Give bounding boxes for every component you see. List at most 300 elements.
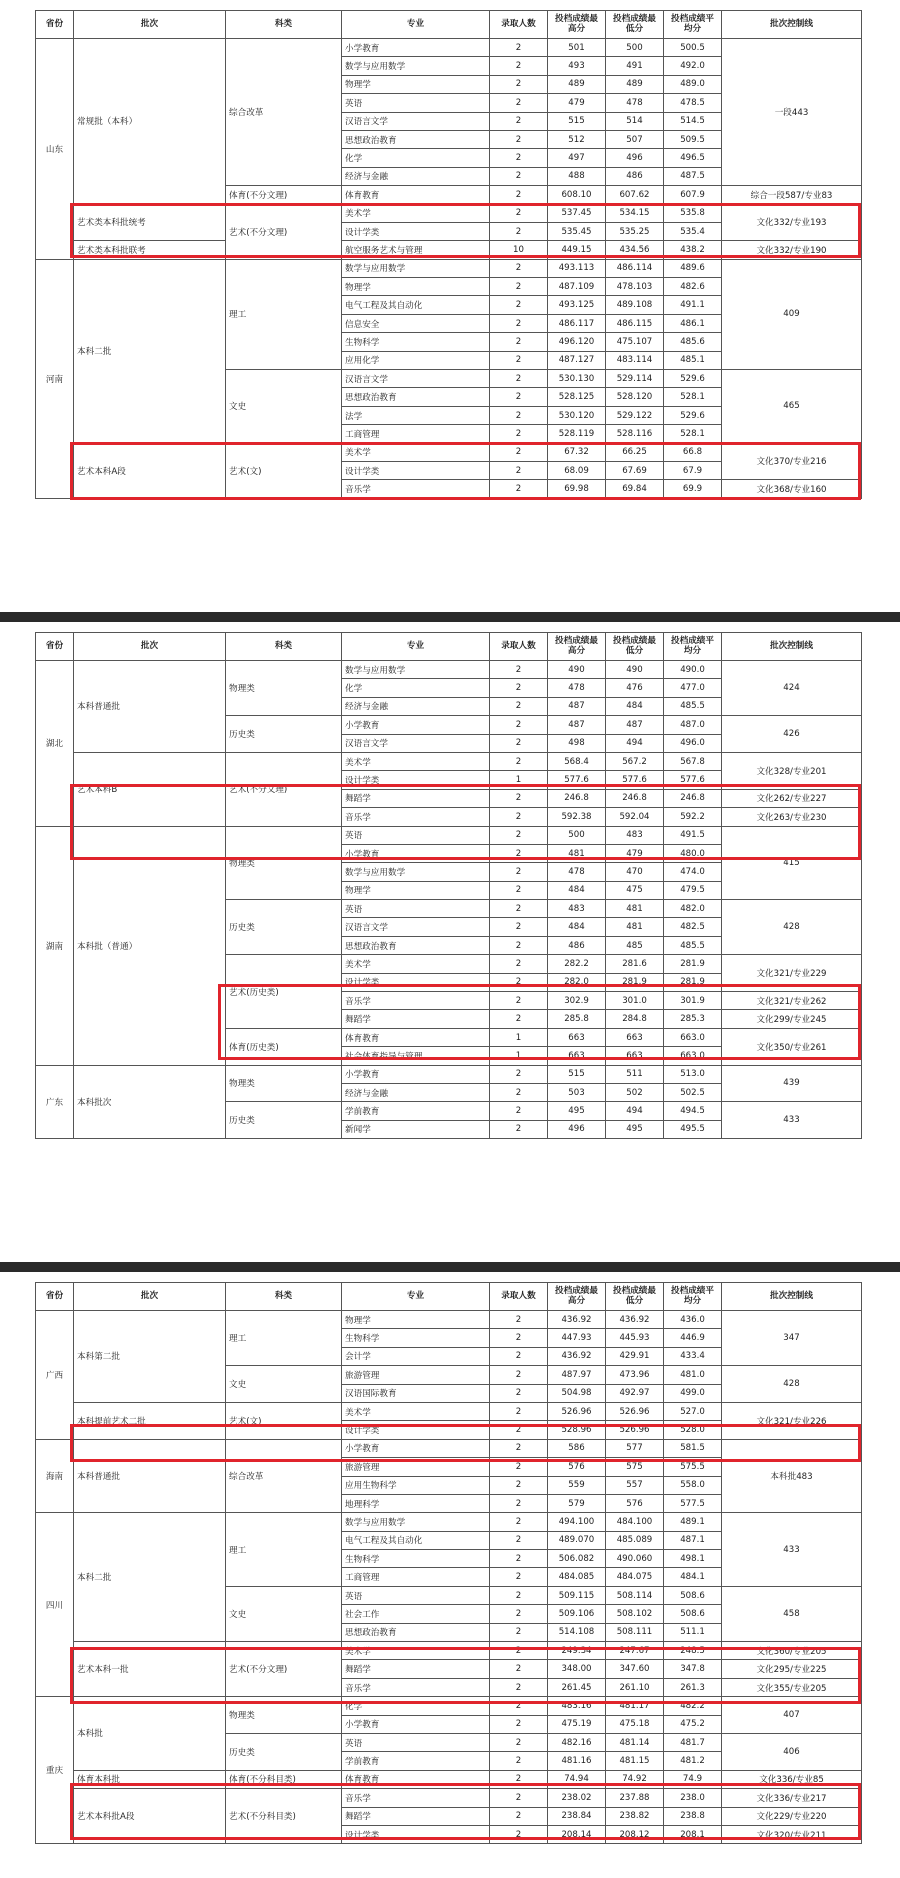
avg-score-cell: 558.0 bbox=[664, 1476, 722, 1494]
major-cell: 思想政治教育 bbox=[342, 130, 490, 148]
count-cell: 2 bbox=[490, 679, 548, 697]
column-header: 录取人数 bbox=[490, 633, 548, 661]
max-score-cell: 487 bbox=[548, 697, 606, 715]
max-score-cell: 484.085 bbox=[548, 1568, 606, 1586]
batch-cell: 艺术类本科批统考 bbox=[74, 204, 226, 241]
count-cell: 2 bbox=[490, 936, 548, 954]
category-cell: 艺术(历史类) bbox=[226, 955, 342, 1029]
min-score-cell: 508.114 bbox=[606, 1586, 664, 1604]
major-cell: 物理学 bbox=[342, 1311, 490, 1329]
min-score-cell: 526.96 bbox=[606, 1421, 664, 1439]
control-line-cell: 428 bbox=[722, 900, 862, 955]
count-cell: 2 bbox=[490, 351, 548, 369]
category-cell: 艺术(不分文理) bbox=[226, 204, 342, 259]
province-cell: 四川 bbox=[36, 1513, 74, 1697]
avg-score-cell: 495.5 bbox=[664, 1120, 722, 1138]
table-row bbox=[36, 1770, 862, 1788]
control-line-cell: 458 bbox=[722, 1586, 862, 1641]
table-row bbox=[36, 204, 862, 222]
major-cell: 工商管理 bbox=[342, 425, 490, 443]
category-cell: 物理类 bbox=[226, 1065, 342, 1102]
count-cell: 2 bbox=[490, 863, 548, 881]
min-score-cell: 508.111 bbox=[606, 1623, 664, 1641]
min-score-cell: 301.0 bbox=[606, 992, 664, 1010]
max-score-cell: 282.0 bbox=[548, 973, 606, 991]
avg-score-cell: 477.0 bbox=[664, 679, 722, 697]
avg-score-cell: 487.5 bbox=[664, 167, 722, 185]
avg-score-cell: 489.0 bbox=[664, 75, 722, 93]
max-score-cell: 436.92 bbox=[548, 1347, 606, 1365]
min-score-cell: 489 bbox=[606, 75, 664, 93]
avg-score-cell: 499.0 bbox=[664, 1384, 722, 1402]
avg-score-cell: 248.5 bbox=[664, 1642, 722, 1660]
count-cell: 2 bbox=[490, 480, 548, 498]
max-score-cell: 486 bbox=[548, 936, 606, 954]
max-score-cell: 537.45 bbox=[548, 204, 606, 222]
control-line-cell: 424 bbox=[722, 661, 862, 716]
avg-score-cell: 489.1 bbox=[664, 1513, 722, 1531]
avg-score-cell: 509.5 bbox=[664, 130, 722, 148]
avg-score-cell: 492.0 bbox=[664, 57, 722, 75]
count-cell: 2 bbox=[490, 881, 548, 899]
min-score-cell: 486.114 bbox=[606, 259, 664, 277]
min-score-cell: 281.6 bbox=[606, 955, 664, 973]
count-cell: 2 bbox=[490, 333, 548, 351]
batch-cell: 本科普通批 bbox=[74, 661, 226, 753]
max-score-cell: 663 bbox=[548, 1047, 606, 1065]
min-score-cell: 528.116 bbox=[606, 425, 664, 443]
avg-score-cell: 663.0 bbox=[664, 1047, 722, 1065]
column-header: 投档成绩最低分 bbox=[606, 1283, 664, 1311]
avg-score-cell: 482.0 bbox=[664, 900, 722, 918]
max-score-cell: 484 bbox=[548, 881, 606, 899]
count-cell: 2 bbox=[490, 259, 548, 277]
avg-score-cell: 535.4 bbox=[664, 222, 722, 240]
avg-score-cell: 474.0 bbox=[664, 863, 722, 881]
category-cell: 艺术(文) bbox=[226, 1402, 342, 1439]
major-cell: 汉语言文学 bbox=[342, 370, 490, 388]
count-cell: 2 bbox=[490, 1513, 548, 1531]
max-score-cell: 663 bbox=[548, 1028, 606, 1046]
count-cell: 2 bbox=[490, 900, 548, 918]
avg-score-cell: 496.5 bbox=[664, 149, 722, 167]
max-score-cell: 479 bbox=[548, 94, 606, 112]
max-score-cell: 238.84 bbox=[548, 1807, 606, 1825]
major-cell: 生物科学 bbox=[342, 1550, 490, 1568]
min-score-cell: 484.100 bbox=[606, 1513, 664, 1531]
avg-score-cell: 482.5 bbox=[664, 918, 722, 936]
min-score-cell: 575 bbox=[606, 1458, 664, 1476]
control-line-cell: 409 bbox=[722, 259, 862, 369]
max-score-cell: 302.9 bbox=[548, 992, 606, 1010]
count-cell: 2 bbox=[490, 130, 548, 148]
min-score-cell: 486.115 bbox=[606, 314, 664, 332]
count-cell: 2 bbox=[490, 734, 548, 752]
major-cell: 旅游管理 bbox=[342, 1458, 490, 1476]
major-cell: 英语 bbox=[342, 1586, 490, 1604]
count-cell: 2 bbox=[490, 1825, 548, 1843]
avg-score-cell: 238.8 bbox=[664, 1807, 722, 1825]
major-cell: 物理学 bbox=[342, 278, 490, 296]
category-cell: 理工 bbox=[226, 259, 342, 369]
avg-score-cell: 498.1 bbox=[664, 1550, 722, 1568]
min-score-cell: 436.92 bbox=[606, 1311, 664, 1329]
column-header: 批次控制线 bbox=[722, 633, 862, 661]
batch-cell: 本科二批 bbox=[74, 1513, 226, 1642]
major-cell: 设计学类 bbox=[342, 1421, 490, 1439]
max-score-cell: 509.115 bbox=[548, 1586, 606, 1604]
count-cell: 2 bbox=[490, 1476, 548, 1494]
min-score-cell: 434.56 bbox=[606, 241, 664, 259]
column-header: 批次控制线 bbox=[722, 11, 862, 39]
major-cell: 音乐学 bbox=[342, 808, 490, 826]
count-cell: 2 bbox=[490, 388, 548, 406]
major-cell: 物理学 bbox=[342, 881, 490, 899]
max-score-cell: 478 bbox=[548, 679, 606, 697]
max-score-cell: 481 bbox=[548, 844, 606, 862]
min-score-cell: 281.9 bbox=[606, 973, 664, 991]
control-line-cell: 文化350/专业261 bbox=[722, 1028, 862, 1065]
major-cell: 舞蹈学 bbox=[342, 1660, 490, 1678]
min-score-cell: 485.089 bbox=[606, 1531, 664, 1549]
count-cell: 2 bbox=[490, 1010, 548, 1028]
table-row bbox=[36, 1311, 862, 1329]
batch-cell: 艺术本科批A段 bbox=[74, 1789, 226, 1844]
avg-score-cell: 246.8 bbox=[664, 789, 722, 807]
max-score-cell: 586 bbox=[548, 1439, 606, 1457]
count-cell: 2 bbox=[490, 1402, 548, 1420]
avg-score-cell: 74.9 bbox=[664, 1770, 722, 1788]
major-cell: 思想政治教育 bbox=[342, 936, 490, 954]
count-cell: 2 bbox=[490, 1568, 548, 1586]
table-row bbox=[36, 1789, 862, 1807]
table-row bbox=[36, 1439, 862, 1457]
count-cell: 2 bbox=[490, 1531, 548, 1549]
control-line-cell: 文化321/专业226 bbox=[722, 1402, 862, 1439]
column-header: 专业 bbox=[342, 633, 490, 661]
avg-score-cell: 514.5 bbox=[664, 112, 722, 130]
max-score-cell: 489.070 bbox=[548, 1531, 606, 1549]
count-cell: 2 bbox=[490, 167, 548, 185]
control-line-cell: 文化328/专业201 bbox=[722, 752, 862, 789]
major-cell: 设计学类 bbox=[342, 771, 490, 789]
major-cell: 数学与应用数学 bbox=[342, 863, 490, 881]
max-score-cell: 483 bbox=[548, 900, 606, 918]
avg-score-cell: 528.1 bbox=[664, 425, 722, 443]
min-score-cell: 66.25 bbox=[606, 443, 664, 461]
category-cell: 物理类 bbox=[226, 661, 342, 716]
avg-score-cell: 481.7 bbox=[664, 1733, 722, 1751]
major-cell: 电气工程及其自动化 bbox=[342, 296, 490, 314]
max-score-cell: 515 bbox=[548, 1065, 606, 1083]
control-line-cell: 文化229/专业220 bbox=[722, 1807, 862, 1825]
column-header: 投档成绩最高分 bbox=[548, 11, 606, 39]
column-header: 投档成绩最低分 bbox=[606, 633, 664, 661]
avg-score-cell: 487.1 bbox=[664, 1531, 722, 1549]
table-row bbox=[36, 752, 862, 770]
table-panel-1 bbox=[0, 0, 900, 612]
avg-score-cell: 567.8 bbox=[664, 752, 722, 770]
count-cell: 2 bbox=[490, 1623, 548, 1641]
avg-score-cell: 513.0 bbox=[664, 1065, 722, 1083]
max-score-cell: 449.15 bbox=[548, 241, 606, 259]
batch-cell: 艺术类本科批联考 bbox=[74, 241, 226, 259]
count-cell: 2 bbox=[490, 149, 548, 167]
column-header: 录取人数 bbox=[490, 11, 548, 39]
control-line-cell: 文化370/专业216 bbox=[722, 443, 862, 480]
batch-cell: 艺术本科一批 bbox=[74, 1642, 226, 1697]
major-cell: 生物科学 bbox=[342, 333, 490, 351]
min-score-cell: 496 bbox=[606, 149, 664, 167]
batch-cell: 常规批（本科） bbox=[74, 39, 226, 205]
count-cell: 1 bbox=[490, 771, 548, 789]
count-cell: 2 bbox=[490, 204, 548, 222]
major-cell: 舞蹈学 bbox=[342, 789, 490, 807]
avg-score-cell: 475.2 bbox=[664, 1715, 722, 1733]
major-cell: 应用生物科学 bbox=[342, 1476, 490, 1494]
major-cell: 社会体育指导与管理 bbox=[342, 1047, 490, 1065]
major-cell: 汉语言文学 bbox=[342, 112, 490, 130]
count-cell: 2 bbox=[490, 1120, 548, 1138]
min-score-cell: 479 bbox=[606, 844, 664, 862]
table-row bbox=[36, 1697, 862, 1715]
major-cell: 地理科学 bbox=[342, 1494, 490, 1512]
max-score-cell: 249.34 bbox=[548, 1642, 606, 1660]
min-score-cell: 483 bbox=[606, 826, 664, 844]
count-cell: 2 bbox=[490, 1065, 548, 1083]
min-score-cell: 663 bbox=[606, 1047, 664, 1065]
avg-score-cell: 485.5 bbox=[664, 936, 722, 954]
category-cell: 历史类 bbox=[226, 716, 342, 753]
count-cell: 2 bbox=[490, 57, 548, 75]
avg-score-cell: 433.4 bbox=[664, 1347, 722, 1365]
avg-score-cell: 577.6 bbox=[664, 771, 722, 789]
major-cell: 经济与金融 bbox=[342, 167, 490, 185]
max-score-cell: 514.108 bbox=[548, 1623, 606, 1641]
batch-cell: 本科批（普通） bbox=[74, 826, 226, 1065]
control-line-cell: 文化321/专业229 bbox=[722, 955, 862, 992]
major-cell: 英语 bbox=[342, 1733, 490, 1751]
max-score-cell: 475.19 bbox=[548, 1715, 606, 1733]
major-cell: 信息安全 bbox=[342, 314, 490, 332]
min-score-cell: 246.8 bbox=[606, 789, 664, 807]
max-score-cell: 436.92 bbox=[548, 1311, 606, 1329]
count-cell: 2 bbox=[490, 789, 548, 807]
category-cell: 物理类 bbox=[226, 1697, 342, 1734]
major-cell: 思想政治教育 bbox=[342, 1623, 490, 1641]
min-score-cell: 500 bbox=[606, 39, 664, 57]
batch-cell: 本科批 bbox=[74, 1697, 226, 1771]
major-cell: 小学教育 bbox=[342, 716, 490, 734]
avg-score-cell: 528.1 bbox=[664, 388, 722, 406]
avg-score-cell: 67.9 bbox=[664, 461, 722, 479]
major-cell: 音乐学 bbox=[342, 992, 490, 1010]
max-score-cell: 501 bbox=[548, 39, 606, 57]
batch-cell: 本科批次 bbox=[74, 1065, 226, 1139]
min-score-cell: 69.84 bbox=[606, 480, 664, 498]
avg-score-cell: 347.8 bbox=[664, 1660, 722, 1678]
avg-score-cell: 529.6 bbox=[664, 406, 722, 424]
province-cell: 海南 bbox=[36, 1439, 74, 1513]
max-score-cell: 528.119 bbox=[548, 425, 606, 443]
count-cell: 1 bbox=[490, 1028, 548, 1046]
major-cell: 学前教育 bbox=[342, 1102, 490, 1120]
count-cell: 2 bbox=[490, 1770, 548, 1788]
avg-score-cell: 490.0 bbox=[664, 661, 722, 679]
min-score-cell: 534.15 bbox=[606, 204, 664, 222]
count-cell: 2 bbox=[490, 1715, 548, 1733]
control-line-cell: 428 bbox=[722, 1366, 862, 1403]
count-cell: 2 bbox=[490, 1697, 548, 1715]
avg-score-cell: 285.3 bbox=[664, 1010, 722, 1028]
max-score-cell: 67.32 bbox=[548, 443, 606, 461]
category-cell: 历史类 bbox=[226, 1733, 342, 1770]
count-cell: 2 bbox=[490, 370, 548, 388]
max-score-cell: 487.127 bbox=[548, 351, 606, 369]
control-line-cell: 439 bbox=[722, 1065, 862, 1102]
min-score-cell: 577.6 bbox=[606, 771, 664, 789]
max-score-cell: 282.2 bbox=[548, 955, 606, 973]
avg-score-cell: 592.2 bbox=[664, 808, 722, 826]
max-score-cell: 481.16 bbox=[548, 1752, 606, 1770]
category-cell: 艺术(不分文理) bbox=[226, 752, 342, 826]
count-cell: 2 bbox=[490, 992, 548, 1010]
province-cell: 重庆 bbox=[36, 1697, 74, 1844]
count-cell: 2 bbox=[490, 1083, 548, 1101]
avg-score-cell: 527.0 bbox=[664, 1402, 722, 1420]
min-score-cell: 494 bbox=[606, 734, 664, 752]
count-cell: 2 bbox=[490, 1347, 548, 1365]
max-score-cell: 493 bbox=[548, 57, 606, 75]
min-score-cell: 481.17 bbox=[606, 1697, 664, 1715]
count-cell: 2 bbox=[490, 1642, 548, 1660]
avg-score-cell: 482.2 bbox=[664, 1697, 722, 1715]
control-line-cell: 426 bbox=[722, 716, 862, 753]
avg-score-cell: 66.8 bbox=[664, 443, 722, 461]
table-row bbox=[36, 1402, 862, 1420]
major-cell: 数学与应用数学 bbox=[342, 259, 490, 277]
control-line-cell: 433 bbox=[722, 1102, 862, 1139]
control-line-cell: 文化355/专业205 bbox=[722, 1678, 862, 1696]
min-score-cell: 489.108 bbox=[606, 296, 664, 314]
category-cell: 文史 bbox=[226, 1366, 342, 1403]
avg-score-cell: 508.6 bbox=[664, 1586, 722, 1604]
major-cell: 化学 bbox=[342, 1697, 490, 1715]
max-score-cell: 509.106 bbox=[548, 1605, 606, 1623]
major-cell: 舞蹈学 bbox=[342, 1807, 490, 1825]
province-cell: 湖北 bbox=[36, 661, 74, 827]
min-score-cell: 529.114 bbox=[606, 370, 664, 388]
min-score-cell: 445.93 bbox=[606, 1329, 664, 1347]
major-cell: 工商管理 bbox=[342, 1568, 490, 1586]
category-cell: 综合改革 bbox=[226, 1439, 342, 1513]
column-header: 投档成绩平均分 bbox=[664, 11, 722, 39]
avg-score-cell: 485.6 bbox=[664, 333, 722, 351]
min-score-cell: 567.2 bbox=[606, 752, 664, 770]
control-line-cell: 433 bbox=[722, 1513, 862, 1587]
max-score-cell: 488 bbox=[548, 167, 606, 185]
major-cell: 小学教育 bbox=[342, 1715, 490, 1733]
batch-cell: 体育本科批 bbox=[74, 1770, 226, 1788]
max-score-cell: 530.130 bbox=[548, 370, 606, 388]
table-row bbox=[36, 826, 862, 844]
avg-score-cell: 481.2 bbox=[664, 1752, 722, 1770]
max-score-cell: 496 bbox=[548, 1120, 606, 1138]
min-score-cell: 476 bbox=[606, 679, 664, 697]
max-score-cell: 579 bbox=[548, 1494, 606, 1512]
count-cell: 2 bbox=[490, 1586, 548, 1604]
count-cell: 2 bbox=[490, 716, 548, 734]
category-cell: 艺术(不分科目类) bbox=[226, 1789, 342, 1844]
category-cell: 艺术(文) bbox=[226, 443, 342, 498]
avg-score-cell: 502.5 bbox=[664, 1083, 722, 1101]
max-score-cell: 447.93 bbox=[548, 1329, 606, 1347]
avg-score-cell: 438.2 bbox=[664, 241, 722, 259]
max-score-cell: 528.96 bbox=[548, 1421, 606, 1439]
major-cell: 体育教育 bbox=[342, 1770, 490, 1788]
max-score-cell: 504.98 bbox=[548, 1384, 606, 1402]
avg-score-cell: 485.5 bbox=[664, 697, 722, 715]
batch-cell: 本科提前艺术二批 bbox=[74, 1402, 226, 1439]
count-cell: 2 bbox=[490, 1733, 548, 1751]
min-score-cell: 508.102 bbox=[606, 1605, 664, 1623]
min-score-cell: 483.114 bbox=[606, 351, 664, 369]
major-cell: 小学教育 bbox=[342, 39, 490, 57]
category-cell: 物理类 bbox=[226, 826, 342, 900]
control-line-cell: 综合一段587/专业83 bbox=[722, 186, 862, 204]
category-cell: 理工 bbox=[226, 1513, 342, 1587]
avg-score-cell: 577.5 bbox=[664, 1494, 722, 1512]
table-panel-2 bbox=[0, 622, 900, 1262]
avg-score-cell: 482.6 bbox=[664, 278, 722, 296]
min-score-cell: 490 bbox=[606, 661, 664, 679]
min-score-cell: 535.25 bbox=[606, 222, 664, 240]
count-cell: 2 bbox=[490, 278, 548, 296]
count-cell: 2 bbox=[490, 94, 548, 112]
avg-score-cell: 491.5 bbox=[664, 826, 722, 844]
major-cell: 设计学类 bbox=[342, 461, 490, 479]
min-score-cell: 478 bbox=[606, 94, 664, 112]
count-cell: 2 bbox=[490, 1384, 548, 1402]
major-cell: 航空服务艺术与管理 bbox=[342, 241, 490, 259]
avg-score-cell: 484.1 bbox=[664, 1568, 722, 1586]
major-cell: 化学 bbox=[342, 679, 490, 697]
max-score-cell: 576 bbox=[548, 1458, 606, 1476]
avg-score-cell: 508.6 bbox=[664, 1605, 722, 1623]
avg-score-cell: 478.5 bbox=[664, 94, 722, 112]
count-cell: 2 bbox=[490, 1678, 548, 1696]
min-score-cell: 576 bbox=[606, 1494, 664, 1512]
max-score-cell: 506.082 bbox=[548, 1550, 606, 1568]
min-score-cell: 347.60 bbox=[606, 1660, 664, 1678]
control-line-cell: 文化360/专业205 bbox=[722, 1642, 862, 1660]
max-score-cell: 74.94 bbox=[548, 1770, 606, 1788]
control-line-cell: 文化262/专业227 bbox=[722, 789, 862, 807]
category-cell: 体育(不分科目类) bbox=[226, 1770, 342, 1788]
major-cell: 新闻学 bbox=[342, 1120, 490, 1138]
province-cell: 河南 bbox=[36, 259, 74, 498]
count-cell: 2 bbox=[490, 1439, 548, 1457]
avg-score-cell: 511.1 bbox=[664, 1623, 722, 1641]
table-row bbox=[36, 443, 862, 461]
min-score-cell: 208.12 bbox=[606, 1825, 664, 1843]
max-score-cell: 512 bbox=[548, 130, 606, 148]
min-score-cell: 491 bbox=[606, 57, 664, 75]
avg-score-cell: 301.9 bbox=[664, 992, 722, 1010]
major-cell: 美术学 bbox=[342, 752, 490, 770]
category-cell: 艺术(不分文理) bbox=[226, 1642, 342, 1697]
max-score-cell: 238.02 bbox=[548, 1789, 606, 1807]
